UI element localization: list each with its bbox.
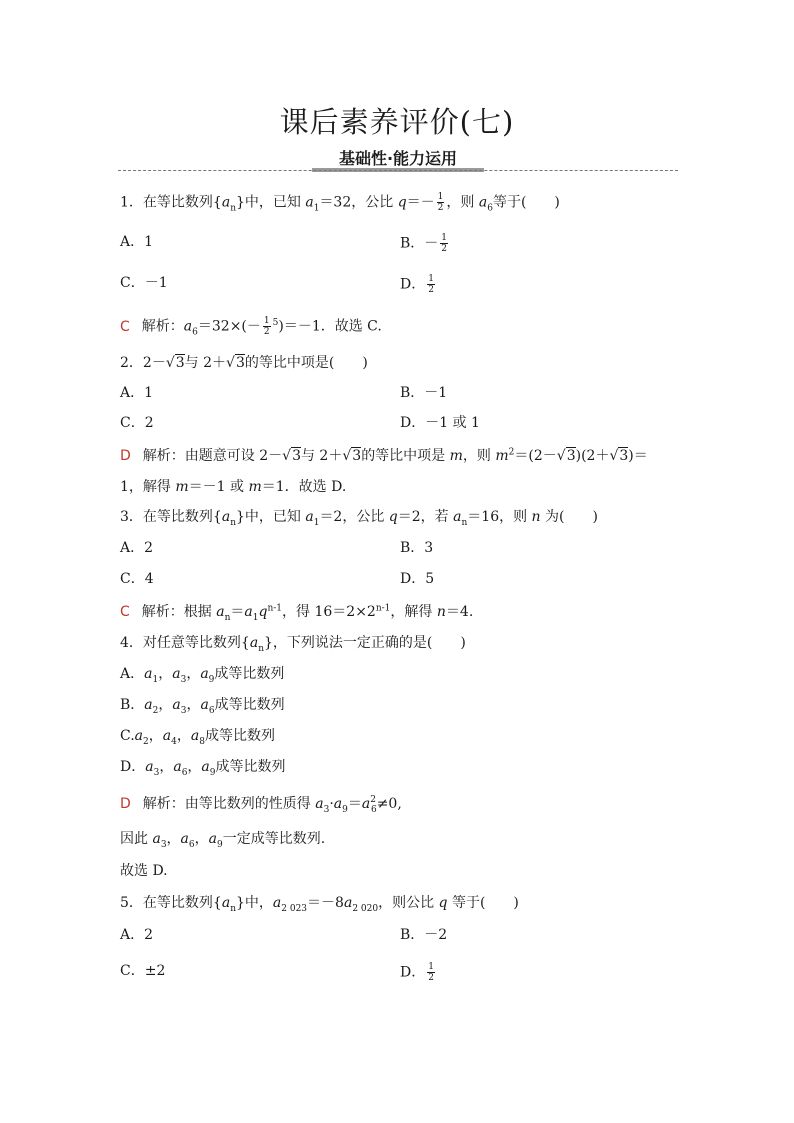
q1-option-a[interactable]: A．1 xyxy=(120,234,154,250)
q2-option-d[interactable]: D．－1 或 1 xyxy=(400,415,480,431)
question-4-stem: 4．对任意等比数列$\{a_n\}$，下列说法一定正确的是( ) xyxy=(120,635,466,654)
question-2-stem: 2．2－√3与 2＋√3的等比中项是( ) xyxy=(120,355,368,371)
q4-option-c[interactable]: $C.a_2$，$a_4$，$a_8$成等比数列 xyxy=(120,728,275,747)
q3-option-b[interactable]: B．3 xyxy=(400,540,434,556)
q1-option-d[interactable]: D． $\frac{1}{2}$ xyxy=(400,274,434,295)
q3-option-c[interactable]: C．4 xyxy=(120,571,154,587)
q5-option-a[interactable]: A．2 xyxy=(120,927,154,943)
q4-option-d[interactable]: D．$a_3$，$a_6$，$a_9$成等比数列 xyxy=(120,759,286,778)
question-1-stem: 1．在等比数列$\{a_n\}$中，已知 $a_1=32$，公比 q＝－ $\frac{1}{2}$ ，则 $a_6$等于( ) xyxy=(120,192,560,214)
divider xyxy=(118,170,678,171)
q2-option-c[interactable]: C．2 xyxy=(120,415,154,431)
q5-option-c[interactable]: C．±2 xyxy=(120,963,166,979)
q2-option-b[interactable]: B．－1 xyxy=(400,385,448,401)
q5-option-b[interactable]: B．－2 xyxy=(400,927,448,943)
q1-answer: C 解析：$a_6=32\times(-$ $\frac{1}{2}$ $^5$)＝－1．故选 C. xyxy=(120,316,382,338)
q5-option-d[interactable]: D． $\frac{1}{2}$ xyxy=(400,962,434,983)
page-title: 课后素养评价(七) xyxy=(279,105,515,139)
q1-option-b[interactable]: B．－ $\frac{1}{2}$ xyxy=(400,233,448,254)
q4-option-a[interactable]: A．$a_1$，$a_3$，$a_9$成等比数列 xyxy=(120,666,285,685)
section-heading: 基础性·能力运用 xyxy=(338,149,458,168)
question-3-stem: 3．在等比数列$\{a_n\}$中，已知 $a_1=2$，公比 q＝2，若 $a_n=16$，则 n 为( ) xyxy=(120,509,598,528)
question-5-stem: 5．在等比数列$\{a_n\}$中，$a_{2 023}=-8a_{2 020}$，则公比 q 等于( ) xyxy=(120,895,519,914)
q3-answer: C 解析：根据 $a_n=a_1q^{n-1}$，得 $16=2\times 2^{n-1}$，解得 n＝4. xyxy=(120,603,474,623)
q4-answer-line-3: 故选 D. xyxy=(120,863,168,879)
q3-option-a[interactable]: A．2 xyxy=(120,540,154,556)
q3-option-d[interactable]: D．5 xyxy=(400,571,435,587)
q1-option-c[interactable]: C．－1 xyxy=(120,275,168,291)
q2-answer-line-2: 1，解得 m＝－1 或 m＝1．故选 D. xyxy=(120,479,347,495)
q2-answer-line-1: D 解析：由题意可设 2－√3与 2＋√3的等比中项是 m，则 $m^2=(2-√3)(2+√3)=$ xyxy=(120,447,648,464)
q4-answer-line-2: 因此 $a_3$，$a_6$，$a_9$一定成等比数列. xyxy=(120,831,326,850)
q2-option-a[interactable]: A．1 xyxy=(120,385,154,401)
q4-answer-line-1: D 解析：由等比数列的性质得 $a_3\cdot a_9=a^2_6\ne 0$, xyxy=(120,795,402,815)
q4-option-b[interactable]: B．$a_2$，$a_3$，$a_6$成等比数列 xyxy=(120,697,285,716)
